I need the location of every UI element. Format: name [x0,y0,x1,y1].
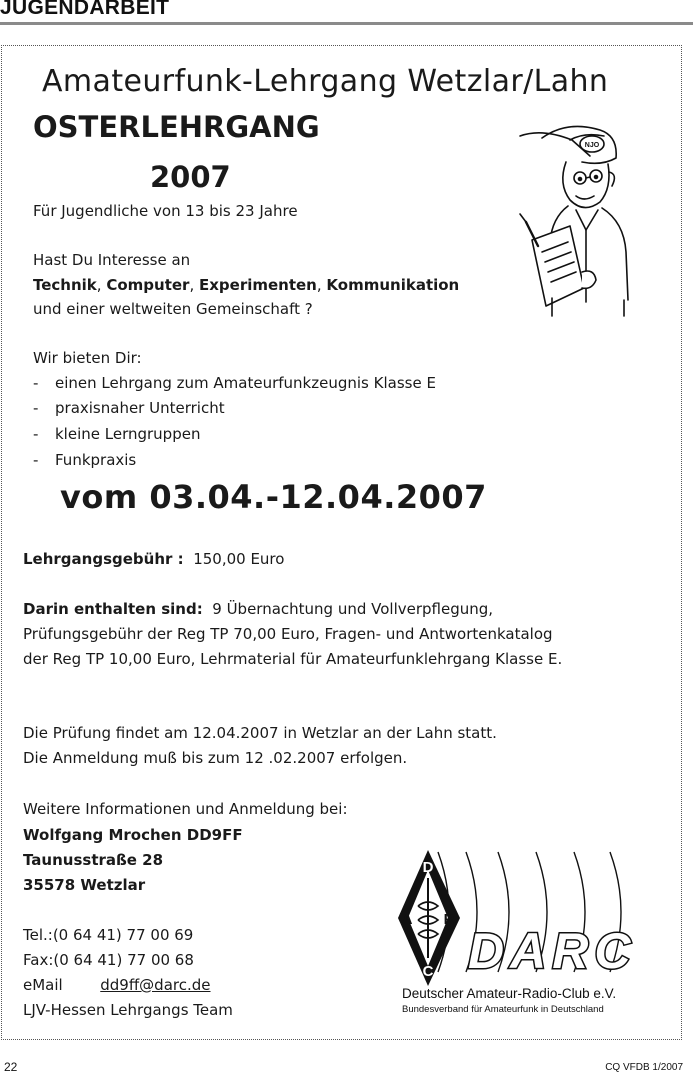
contact-tel: Tel.:(0 64 41) 77 00 69 [23,926,194,944]
darc-logo [396,848,678,1018]
course-dates: vom 03.04.-12.04.2007 [60,478,487,516]
included-line-1: Darin enthalten sind: 9 Übernachtung und Vollverpflegung, [23,600,494,618]
email-link[interactable]: dd9ff@darc.de [100,976,211,994]
fee-value: 150,00 Euro [193,550,285,568]
contact-intro: Weitere Informationen und Anmeldung bei: [23,800,348,818]
flyer-year: 2007 [150,160,231,194]
darc-emblem [398,850,460,986]
emblem-letter-r: R [443,911,455,928]
interest-intro: Hast Du Interesse an [33,251,191,269]
header-rule [0,22,693,25]
radio-operator-cartoon [512,122,634,318]
emblem-letter-d: D [422,859,434,876]
included-line-3: der Reg TP 10,00 Euro, Lehrmaterial für Amateurfunklehrgang Klasse E. [23,650,563,668]
offer-item: - Funkpraxis [33,451,137,469]
registration-line: Die Anmeldung muß bis zum 12 .02.2007 erfolgen. [23,749,408,767]
topic-kommunikation: Kommunikation [326,276,460,294]
section-title: JUGENDARBEIT [0,0,170,19]
email-label: eMail [23,976,63,994]
audience-text: Für Jugendliche von 13 bis 23 Jahre [33,202,298,220]
interest-end: und einer weltweiten Gemeinschaft ? [33,300,313,318]
offer-item: - kleine Lerngruppen [33,425,201,443]
offer-intro: Wir bieten Dir: [33,349,142,367]
darc-tagline: Bundesverband für Amateurfunk in Deutschland [402,1004,604,1015]
exam-line: Die Prüfung findet am 12.04.2007 in Wetzlar an der Lahn statt. [23,724,497,742]
contact-email-line [23,976,211,994]
contact-city: 35578 Wetzlar [23,876,146,894]
included-line-2: Prüfungsgebühr der Reg TP 70,00 Euro, Fragen- und Antwortenkatalog [23,625,553,643]
emblem-letter-a: A [401,911,413,928]
page-number: 22 [4,1060,18,1074]
interest-topics: Technik, Computer, Experimenten, Kommunikation [33,276,460,294]
topic-computer: Computer [106,276,190,294]
topic-technik: Technik [33,276,97,294]
contact-street: Taunusstraße 28 [23,851,164,869]
topic-experimente: Experimenten [198,276,317,294]
team-line: LJV-Hessen Lehrgangs Team [23,1001,233,1019]
flyer-main-title: Amateurfunk-Lehrgang Wetzlar/Lahn [42,64,609,99]
included-label: Darin enthalten sind: [23,600,203,618]
cartoon-badge-text: NJO [584,142,600,149]
emblem-letter-c: C [422,963,434,980]
offer-item: - einen Lehrgang zum Amateurfunkzeugnis Klasse E [33,374,436,392]
fee-label: Lehrgangsgebühr : [23,550,184,568]
fee-line [23,550,284,568]
darc-name: Deutscher Amateur-Radio-Club e.V. [402,986,617,1001]
contact-fax: Fax:(0 64 41) 77 00 68 [23,951,194,969]
issue-label: CQ VFDB 1/2007 [605,1062,683,1073]
flyer-subtitle: OSTERLEHRGANG [33,110,320,144]
offer-item: - praxisnaher Unterricht [33,399,225,417]
darc-wordmark: DARC [468,923,637,979]
contact-name: Wolfgang Mrochen DD9FF [23,826,243,844]
